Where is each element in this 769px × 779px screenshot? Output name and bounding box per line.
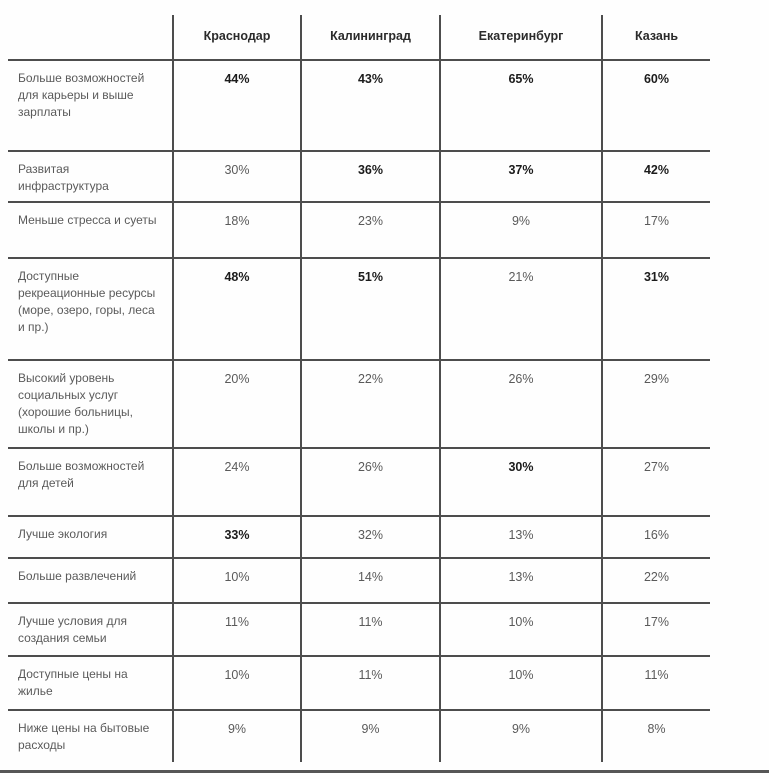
value-cell: 60% [602, 60, 710, 151]
column-header-kaliningrad: Калининград [301, 15, 440, 60]
table-row [8, 448, 710, 516]
value-cell: 9% [440, 710, 602, 762]
value-cell: 16% [602, 516, 710, 558]
value-cell: 32% [301, 516, 440, 558]
value-cell: 9% [173, 710, 301, 762]
column-header-krasnodar: Краснодар [173, 15, 301, 60]
value-cell: 27% [602, 448, 710, 516]
row-label: Высокий уровень социальных услуг (хорошие больницы, школы и пр.) [8, 360, 173, 448]
table-row [8, 603, 710, 656]
value-cell: 30% [173, 151, 301, 202]
value-cell: 65% [440, 60, 602, 151]
table-row [8, 710, 710, 762]
value-cell: 17% [602, 603, 710, 656]
value-cell: 8% [602, 710, 710, 762]
value-cell: 44% [173, 60, 301, 151]
value-cell: 37% [440, 151, 602, 202]
value-cell: 10% [173, 558, 301, 603]
table-row [8, 151, 710, 202]
value-cell: 26% [440, 360, 602, 448]
value-cell: 11% [301, 603, 440, 656]
value-cell: 29% [602, 360, 710, 448]
value-cell: 31% [602, 258, 710, 360]
value-cell: 42% [602, 151, 710, 202]
table-row [8, 360, 710, 448]
value-cell: 43% [301, 60, 440, 151]
city-comparison-table [8, 15, 710, 762]
row-label: Доступные цены на жилье [8, 656, 173, 710]
value-cell: 9% [301, 710, 440, 762]
value-cell: 11% [301, 656, 440, 710]
column-header-ekaterinburg: Екатеринбург [440, 15, 602, 60]
bottom-edge-rule [0, 770, 769, 773]
value-cell: 20% [173, 360, 301, 448]
table-row [8, 516, 710, 558]
header-row [8, 15, 710, 60]
value-cell: 30% [440, 448, 602, 516]
value-cell: 11% [602, 656, 710, 710]
table-row [8, 558, 710, 603]
value-cell: 10% [440, 656, 602, 710]
value-cell: 22% [602, 558, 710, 603]
value-cell: 10% [440, 603, 602, 656]
row-label: Меньше стресса и суеты [8, 202, 173, 258]
value-cell: 33% [173, 516, 301, 558]
row-label: Больше возможностей для детей [8, 448, 173, 516]
row-label: Больше развлечений [8, 558, 173, 603]
value-cell: 11% [173, 603, 301, 656]
value-cell: 13% [440, 558, 602, 603]
value-cell: 36% [301, 151, 440, 202]
value-cell: 23% [301, 202, 440, 258]
table-row [8, 656, 710, 710]
value-cell: 14% [301, 558, 440, 603]
column-header-kazan: Казань [602, 15, 710, 60]
row-label: Доступные рекреационные ресурсы (море, озеро, горы, леса и пр.) [8, 258, 173, 360]
value-cell: 26% [301, 448, 440, 516]
table-row [8, 202, 710, 258]
row-label: Ниже цены на бытовые расходы [18, 721, 150, 752]
value-cell: 10% [173, 656, 301, 710]
row-label: Больше возможностей для карьеры и выше зарплаты [8, 60, 173, 151]
table-row [8, 60, 710, 151]
value-cell: 22% [301, 360, 440, 448]
value-cell: 17% [602, 202, 710, 258]
row-label: Лучше экология [8, 516, 173, 558]
value-cell: 51% [301, 258, 440, 360]
row-label: Лучше условия для создания семьи [8, 603, 173, 656]
value-cell: 24% [173, 448, 301, 516]
row-label: Развитая инфраструктура [8, 151, 173, 202]
table-row [8, 258, 710, 360]
corner-cell [8, 15, 173, 60]
value-cell: 9% [440, 202, 602, 258]
value-cell: 48% [173, 258, 301, 360]
value-cell: 13% [440, 516, 602, 558]
value-cell: 18% [173, 202, 301, 258]
value-cell: 21% [440, 258, 602, 360]
